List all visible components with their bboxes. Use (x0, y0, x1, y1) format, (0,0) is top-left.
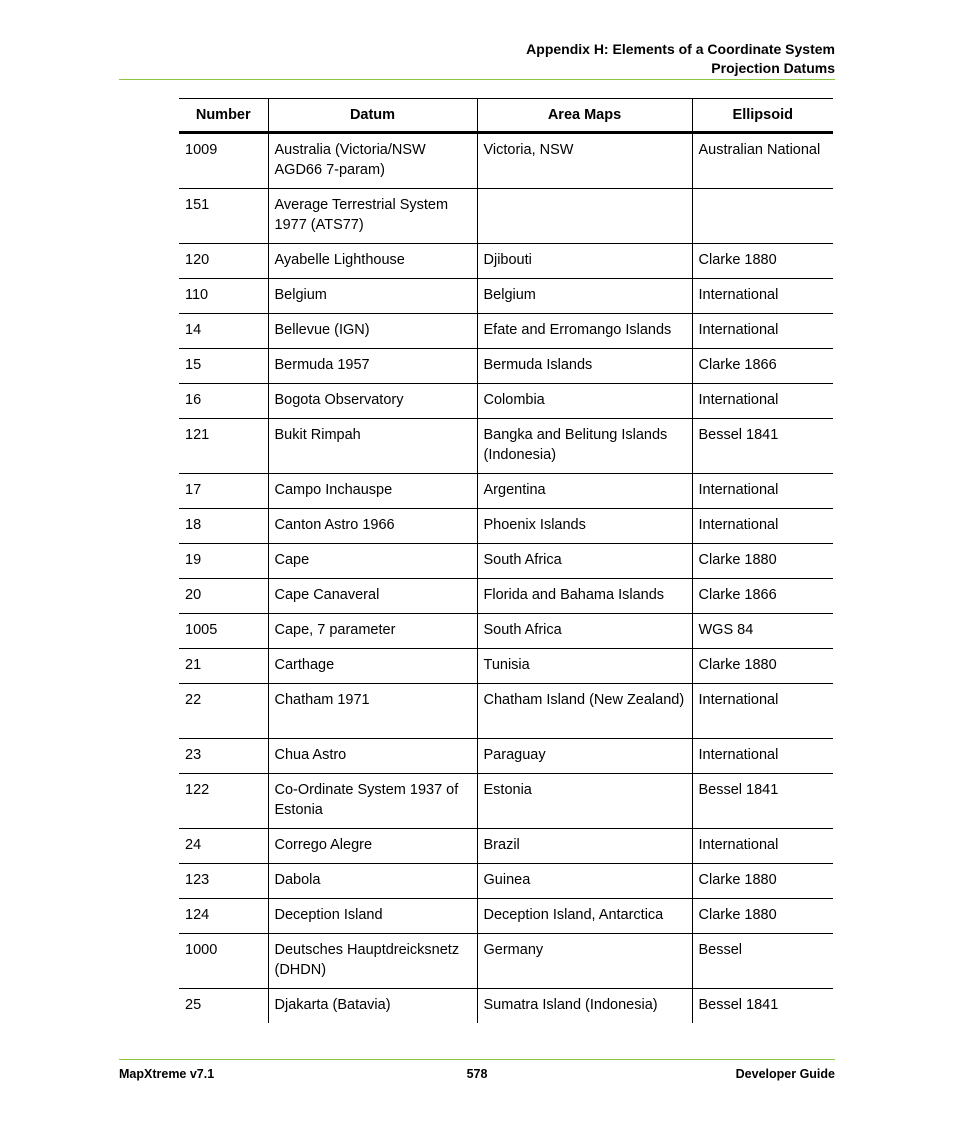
cell-area-maps: Deception Island, Antarctica (477, 899, 692, 934)
cell-ellipsoid: Clarke 1866 (692, 579, 833, 614)
table-row (179, 864, 833, 899)
cell-datum: Chua Astro (268, 739, 477, 774)
header-rule (119, 79, 835, 80)
cell-area-maps: Tunisia (477, 649, 692, 684)
cell-number: 122 (179, 774, 268, 829)
cell-ellipsoid: Bessel 1841 (692, 419, 833, 474)
table-row (179, 649, 833, 684)
cell-ellipsoid: Bessel (692, 934, 833, 989)
cell-datum: Djakarta (Batavia) (268, 989, 477, 1024)
cell-datum: Ayabelle Lighthouse (268, 244, 477, 279)
cell-datum: Cape, 7 parameter (268, 614, 477, 649)
table-row (179, 133, 833, 189)
cell-number: 1000 (179, 934, 268, 989)
column-header-number: Number (179, 99, 268, 133)
cell-datum: Campo Inchauspe (268, 474, 477, 509)
cell-number: 1009 (179, 133, 268, 189)
cell-area-maps: Estonia (477, 774, 692, 829)
page-header (526, 40, 835, 78)
cell-datum: Co-Ordinate System 1937 of Estonia (268, 774, 477, 829)
cell-area-maps: Germany (477, 934, 692, 989)
cell-area-maps: Brazil (477, 829, 692, 864)
footer-guide-title: Developer Guide (735, 1067, 835, 1081)
table-row (179, 934, 833, 989)
table-row (179, 579, 833, 614)
cell-number: 151 (179, 189, 268, 244)
cell-area-maps: South Africa (477, 544, 692, 579)
cell-ellipsoid: International (692, 279, 833, 314)
cell-number: 16 (179, 384, 268, 419)
footer-product-name: MapXtreme v7.1 (119, 1067, 215, 1081)
cell-ellipsoid: Bessel 1841 (692, 774, 833, 829)
cell-number: 1005 (179, 614, 268, 649)
cell-number: 25 (185, 997, 202, 1013)
cell-ellipsoid: Clarke 1866 (692, 349, 833, 384)
cell-number: 120 (179, 244, 268, 279)
cell-ellipsoid: International (692, 684, 833, 739)
cell-area-maps: Belgium (477, 279, 692, 314)
cell-number: 121 (179, 419, 268, 474)
cell-number: 123 (179, 864, 268, 899)
cell-ellipsoid: Bessel 1841 (692, 989, 833, 1024)
cell-number: 20 (179, 579, 268, 614)
cell-ellipsoid: Clarke 1880 (692, 244, 833, 279)
cell-ellipsoid: International (692, 509, 833, 544)
cell-datum: Dabola (268, 864, 477, 899)
table-row (179, 739, 833, 774)
cell-ellipsoid: Clarke 1880 (692, 544, 833, 579)
table-row (179, 384, 833, 419)
cell-number: 19 (179, 544, 268, 579)
cell-ellipsoid: International (692, 314, 833, 349)
cell-number: 124 (179, 899, 268, 934)
cell-area-maps: Chatham Island (New Zealand) (477, 684, 692, 739)
cell-area-maps (477, 189, 692, 244)
cell-area-maps: South Africa (477, 614, 692, 649)
table-row (179, 614, 833, 649)
header-chapter-title: Appendix H: Elements of a Coordinate System (526, 41, 835, 57)
table-row (179, 314, 833, 349)
cell-number: 17 (179, 474, 268, 509)
cell-datum: Canton Astro 1966 (268, 509, 477, 544)
cell-area-maps: Bangka and Belitung Islands (Indonesia) (477, 419, 692, 474)
cell-number: 18 (179, 509, 268, 544)
cell-area-maps: Argentina (477, 474, 692, 509)
cell-datum: Carthage (268, 649, 477, 684)
cell-ellipsoid: Clarke 1880 (692, 899, 833, 934)
cell-ellipsoid: Clarke 1880 (692, 864, 833, 899)
cell-number: 23 (179, 739, 268, 774)
cell-ellipsoid: Clarke 1880 (692, 649, 833, 684)
cell-datum: Cape (268, 544, 477, 579)
cell-area-maps: Paraguay (477, 739, 692, 774)
cell-area-maps: Colombia (477, 384, 692, 419)
cell-number: 21 (179, 649, 268, 684)
cell-ellipsoid: WGS 84 (692, 614, 833, 649)
table-row (179, 544, 833, 579)
cell-area-maps: Sumatra Island (Indonesia) (477, 989, 692, 1024)
table-row (179, 474, 833, 509)
cell-area-maps: Bermuda Islands (477, 349, 692, 384)
page-number: 578 (466, 1067, 488, 1081)
cell-area-maps: Djibouti (477, 244, 692, 279)
cell-datum: Bukit Rimpah (268, 419, 477, 474)
column-header-ellipsoid: Ellipsoid (692, 99, 833, 133)
table-row (179, 279, 833, 314)
table-row (179, 899, 833, 934)
cell-datum: Bellevue (IGN) (268, 314, 477, 349)
table-row (179, 684, 833, 739)
header-section-title: Projection Datums (711, 60, 835, 76)
cell-ellipsoid: Australian National (692, 133, 833, 189)
table-row (179, 244, 833, 279)
table-row (179, 349, 833, 384)
column-header-datum: Datum (268, 99, 477, 133)
cell-ellipsoid: International (692, 384, 833, 419)
cell-datum: Cape Canaveral (268, 579, 477, 614)
table-row (179, 829, 833, 864)
cell-datum: Bogota Observatory (268, 384, 477, 419)
table-header-row (179, 99, 833, 133)
cell-area-maps: Guinea (477, 864, 692, 899)
cell-number: 15 (179, 349, 268, 384)
cell-area-maps: Victoria, NSW (477, 133, 692, 189)
table-row (179, 189, 833, 244)
cell-datum: Bermuda 1957 (268, 349, 477, 384)
table-row (179, 419, 833, 474)
cell-datum: Deception Island (268, 899, 477, 934)
cell-number: 22 (179, 684, 268, 739)
column-header-area-maps: Area Maps (477, 99, 692, 133)
cell-area-maps: Phoenix Islands (477, 509, 692, 544)
table-row (179, 989, 833, 1024)
cell-area-maps: Efate and Erromango Islands (477, 314, 692, 349)
cell-datum: Australia (Victoria/NSW AGD66 7-param) (268, 133, 477, 189)
cell-ellipsoid: International (692, 739, 833, 774)
cell-area-maps: Florida and Bahama Islands (477, 579, 692, 614)
cell-ellipsoid: International (692, 474, 833, 509)
cell-datum: Corrego Alegre (268, 829, 477, 864)
cell-number: 110 (179, 279, 268, 314)
cell-datum: Belgium (268, 279, 477, 314)
cell-ellipsoid (692, 189, 833, 244)
table-row (179, 509, 833, 544)
cell-datum: Deutsches Hauptdreicksnetz (DHDN) (268, 934, 477, 989)
datum-table (179, 98, 833, 1023)
footer-rule (119, 1059, 835, 1060)
cell-datum: Chatham 1971 (268, 684, 477, 739)
table-row (179, 774, 833, 829)
cell-number: 24 (179, 829, 268, 864)
cell-ellipsoid: International (692, 829, 833, 864)
cell-datum: Average Terrestrial System 1977 (ATS77) (268, 189, 477, 244)
cell-number: 14 (179, 314, 268, 349)
